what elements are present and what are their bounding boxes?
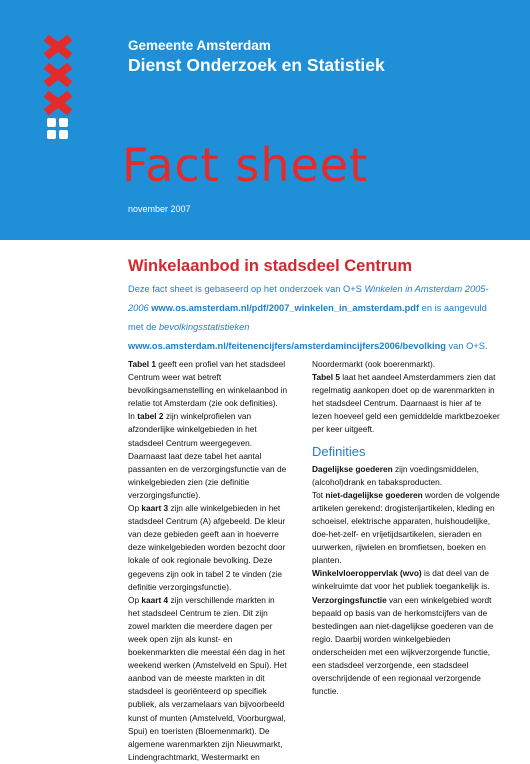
paragraph-text: zijn verschillende markten in het stadsdeel Centrum te zien. Dit zijn zowel markten die meerdere dagen per week open zijn als kunst- en boekenmarkten die meestal één dag in het weekend werken (Amstelveld en Spui). Het aanbod van de meeste markten in dit stadsdeel is georiënteerd op specifiek publiek, als verzamelaars van bijvoorbeeld kunst of munten (Amstelveld, Voorburgwal, Spui) en toeristen (Bloemenmarkt). De algemene warenmarkten zijn Nieuwmarkt, Lindengrachtmarkt, Westermarkt en <box>128 594 287 762</box>
definition-text: worden de volgende artikelen gerekend: drogisterijartikelen, kleding en schoeisel, elektrische apparaten, huishoudelijke, doe-het-zelf- en vrijetijdsartikelen, sieraden en uurwerken, rijwielen en bromfietsen, boeken en planten. <box>312 489 500 566</box>
report-link[interactable]: www.os.amsterdam.nl/pdf/2007_winkelen_in_amsterdam.pdf <box>148 303 420 313</box>
intro-text: Deze fact sheet is gebaseerd op het onderzoek van O+S <box>128 284 365 294</box>
paragraph-text: In <box>128 411 138 422</box>
continued-text: Noordermarkt (ook boerenmarkt). <box>312 359 436 369</box>
definition-term: Dagelijkse goederen <box>312 463 393 474</box>
tabel2-paragraph <box>128 410 288 502</box>
kaart4-label: kaart 4 <box>141 594 169 605</box>
logo-cross-icon <box>44 36 72 58</box>
kaart4-paragraph <box>128 594 288 764</box>
statistics-link[interactable]: www.os.amsterdam.nl/feitenencijfers/amsterdamincijfers2006/bevolking <box>128 341 446 351</box>
os-logo-icon <box>47 118 69 140</box>
definition-text: Tot <box>312 489 326 500</box>
definition-text: is dat deel van de winkelruimte dat voor het publiek toegankelijk is. <box>312 568 490 592</box>
paragraph-text: Op <box>128 503 142 514</box>
department-name: Dienst Onderzoek en Statistiek <box>128 55 385 75</box>
definition-wvo <box>312 567 502 593</box>
intro-text: van O+S. <box>445 341 488 351</box>
report-title: Winkelen in Amsterdam 2005-2006 <box>128 284 489 313</box>
article-title: Winkelaanbod in stadsdeel Centrum <box>128 257 413 275</box>
intro-text: en is aangevuld met de <box>128 303 487 332</box>
definition-term: Winkelvloeroppervlak (wvo) <box>312 568 422 579</box>
definition-term: Verzorgingsfunctie <box>312 594 387 605</box>
paragraph-text: zijn alle winkelgebieden in het stadsdeel Centrum (A) afgebeeld. De kleur van deze gebieden geeft aan in hoeverre deze winkelgebieden worden bezocht door lokale of ook regionale bevolking. Deze gegevens zijn ook in tabel 2 te vinden (zie definitie verzorgingsfunctie). <box>128 503 286 592</box>
publication-date: november 2007 <box>128 204 191 214</box>
page-title: Fact sheet <box>122 138 369 192</box>
definition-text: zijn voedingsmiddelen, (alcohol)drank en tabaksproducten. <box>312 463 479 487</box>
definition-dagelijks <box>312 463 502 489</box>
fact-sheet-header <box>0 0 530 240</box>
paragraph-text: laat het aandeel Amsterdammers zien dat regelmatig aankopen doet op de warenmarkten in het stadsdeel Centrum. Daarnaast is hier af te lezen hoeveel geld een gemiddelde marktbezoeker per keer uitgeeft. <box>312 372 500 435</box>
definition-niet-dagelijks <box>312 489 502 568</box>
organization-name: Gemeente Amsterdam <box>128 38 271 53</box>
logo-cross-icon <box>44 92 72 114</box>
right-column <box>312 358 502 698</box>
tabel5-label: Tabel 5 <box>312 372 340 383</box>
intro-paragraph <box>128 280 500 356</box>
kaart3-label: kaart 3 <box>141 503 169 514</box>
definition-verzorgingsfunctie <box>312 594 502 699</box>
tabel2-label: tabel 2 <box>137 411 164 422</box>
tabel1-paragraph <box>128 358 288 410</box>
paragraph-text: Op <box>128 594 142 605</box>
left-column <box>128 358 288 764</box>
kaart3-paragraph <box>128 502 288 594</box>
paragraph-text: geeft een profiel van het stadsdeel Centrum weer wat betreft bevolkingsamenstelling en winkelaanbod in relatie tot Amsterdam (zie ook definities). <box>128 359 288 409</box>
definitions-heading: Definities <box>312 443 366 459</box>
tabel5-paragraph <box>312 371 502 436</box>
definition-text: van een winkelgebied wordt bepaald op basis van de herkomstcijfers van de bestedingen aan niet-dagelijkse goederen van de regio. Daarbij worden winkelgebieden onderscheiden met een wijkverzorgende functie, een stadsdeel verzorgende, een stadsdeel overschrijdende of een regionaal verzorgende functie. <box>312 594 494 697</box>
definition-term: niet-dagelijkse goederen <box>325 489 423 500</box>
paragraph-text: zijn winkelprofielen van afzonderlijke winkelgebieden in het stadsdeel Centrum weergegeven. Daarnaast laat deze tabel het aantal passanten en de verzorgingsfunctie van de winkelgebieden zien (zie definitie verzorgingsfunctie). <box>128 411 287 500</box>
tabel1-label: Tabel 1 <box>128 359 156 369</box>
statistics-title: bevolkingsstatistieken <box>159 322 250 332</box>
logo-cross-icon <box>44 64 72 86</box>
